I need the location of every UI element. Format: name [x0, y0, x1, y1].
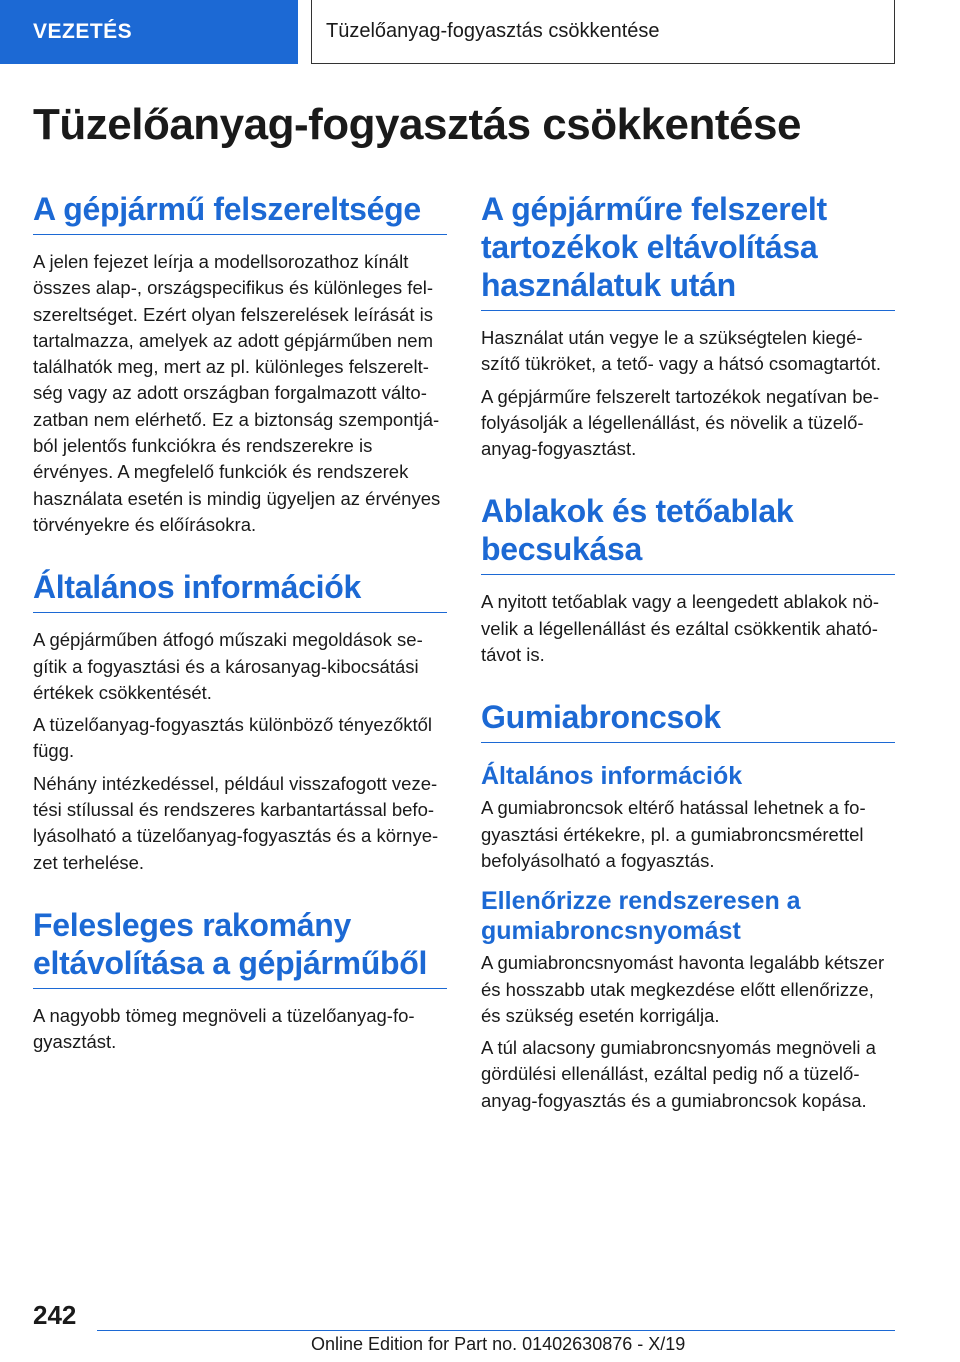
paragraph: A gumiabroncsnyomást havonta legalább kétszer és hosszabb utak megkezdése előtt ellenőrizze, és szükség esetén korrigálja.: [481, 952, 885, 1026]
heading-remove-cargo: Felesleges rakomány eltávolítása a gépjárműből: [33, 906, 447, 989]
right-column: [481, 190, 895, 1114]
heading-equipment: A gépjármű felszereltsége: [33, 190, 447, 235]
page-header: [0, 0, 960, 66]
page-title: Tüzelőanyag-fogyasztás csökkentése: [33, 100, 801, 149]
paragraph: Néhány intézkedéssel, például visszafogott vezetési stílussal és rendszeres karbantartással befolyásolható a tüzelőanyag-fogyasztás és a környezet terhelése.: [33, 772, 439, 873]
chapter-tab[interactable]: VEZETÉS: [0, 0, 298, 64]
edition-note: Online Edition for Part no. 01402630876 - X/19: [311, 1334, 686, 1354]
paragraph: A jelen fejezet leírja a modellsorozathoz kínált összes alap-, országspecifikus és különleges felszereltséget. Ezért olyan felszerelések leírását is tartalmazza, amelyek az adott gépjárműben nem találhatók meg, mert az pl. különleges felszereltség vagy az adott országban forgalmazott változatban nem elérhető. Ez a biztonság szempontjából jelentős funkciókra és rendszerekre is érvényes. A megfelelő funkciók és rendszerek használata esetén is mindig ügyeljen az érvényes törvényekre és előírásokra.: [33, 251, 441, 535]
page-number: 242: [33, 1300, 77, 1330]
paragraph: A gumiabroncsok eltérő hatással lehetnek a fogyasztási értékekre, pl. a gumiabroncsmérettel befolyásolható a fogyasztás.: [481, 797, 866, 871]
paragraph: A gépjárműre felszerelt tartozékok negatívan befolyásolják a légellenállást, és növelik a tüzelőanyag-fogyasztást.: [481, 385, 879, 460]
paragraph: A túl alacsony gumiabroncsnyomás megnöveli a gördülési ellenállást, ezáltal pedig nő a tüzelőanyag-fogyasztás és a gumiabroncsok kopása.: [481, 1037, 876, 1111]
paragraph: Használat után vegye le a szükségtelen kiegészítő tükröket, a tető- vagy a hátsó csomagtartót.: [481, 327, 881, 375]
section-tab: Tüzelőanyag-fogyasztás csökkentése: [311, 0, 895, 64]
heading-remove-accessories: A gépjárműre felszerelt tartozékok eltávolítása használatuk után: [481, 190, 895, 311]
paragraph: A nagyobb tömeg megnöveli a tüzelőanyag-fogyasztást.: [33, 1004, 415, 1053]
left-column: [33, 190, 447, 1056]
paragraph: A gépjárműben átfogó műszaki megoldások segítik a fogyasztási és a károsanyag-kibocsátási értékek csökkentését.: [33, 629, 423, 703]
subheading-general-info: Általános információk: [481, 762, 743, 791]
paragraph: A tüzelőanyag-fogyasztás különböző tényezőktől függ.: [33, 714, 433, 762]
heading-general-info: Általános információk: [33, 568, 447, 613]
footer-divider: [97, 1330, 895, 1331]
subheading-check-pressure: Ellenőrizze rendszeresen a gumiabroncsnyomást: [481, 887, 801, 946]
heading-tyres: Gumiabroncsok: [481, 698, 895, 743]
heading-close-windows: Ablakok és tetőablak becsukása: [481, 492, 895, 575]
paragraph: A nyitott tetőablak vagy a leengedett ablakok növelik a légellenállást és ezáltal csökkentik ahatótávot is.: [481, 591, 880, 666]
